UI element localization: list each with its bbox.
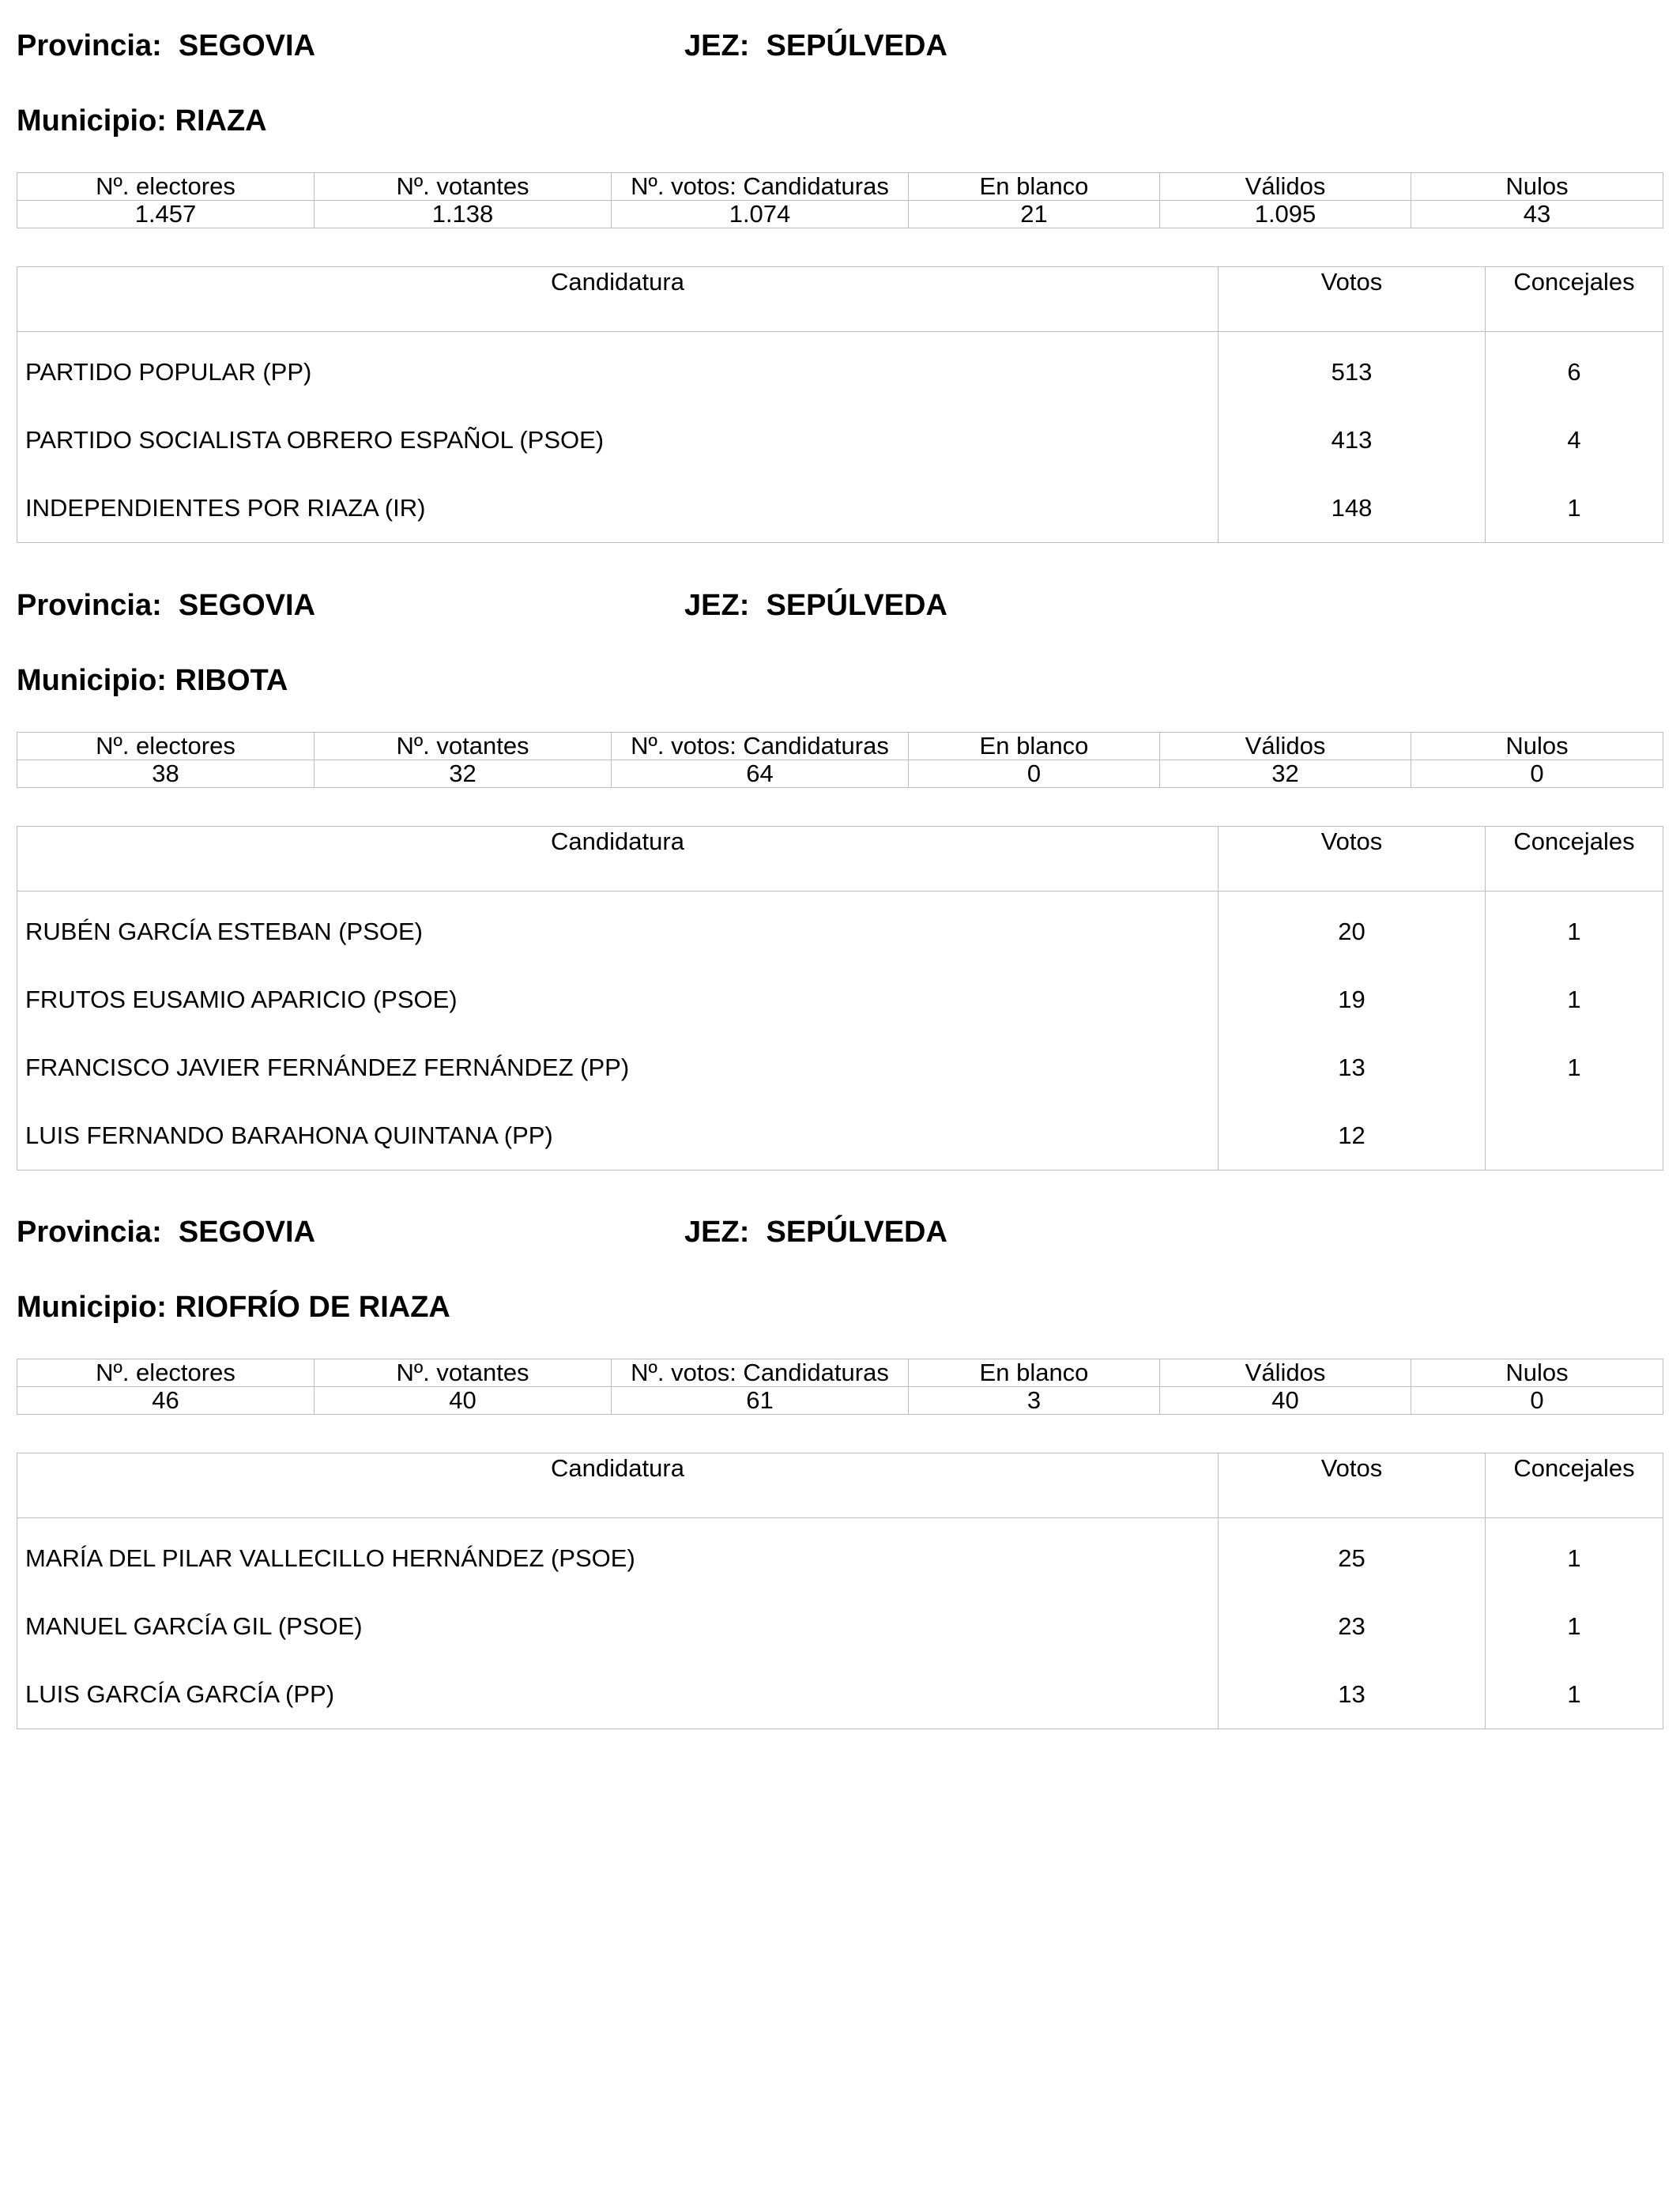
provincia-heading	[17, 22, 315, 70]
candidatura-name: LUIS FERNANDO BARAHONA QUINTANA (PP)	[17, 1102, 1219, 1171]
municipio-heading	[17, 97, 267, 145]
votos-value: 23	[1219, 1593, 1486, 1661]
summary-header-cell: En blanco	[909, 1359, 1160, 1387]
votos-value: 13	[1219, 1661, 1486, 1729]
jez-label: JEZ:	[684, 29, 750, 62]
municipio-line	[17, 1284, 1663, 1331]
municipio-heading	[17, 1284, 450, 1331]
summary-value-cell: 3	[909, 1387, 1160, 1415]
table-row	[17, 406, 1663, 474]
municipio-section-riofrio-de-riaza	[17, 1208, 1663, 1729]
summary-value-cell: 38	[17, 760, 315, 788]
summary-header-cell: Válidos	[1160, 1359, 1411, 1387]
candidatura-name: PARTIDO POPULAR (PP)	[17, 332, 1219, 407]
summary-header-cell: Nº. votantes	[315, 1359, 612, 1387]
municipio-heading	[17, 657, 288, 704]
candidatura-header: Candidatura	[17, 1453, 1219, 1518]
results-header-row	[17, 827, 1663, 892]
concejales-value: 1	[1486, 474, 1663, 543]
summary-value-cell: 1.457	[17, 201, 315, 228]
concejales-value: 1	[1486, 1518, 1663, 1593]
section-header	[17, 22, 1663, 70]
jez-value: SEPÚLVEDA	[766, 1216, 947, 1249]
summary-header-row	[17, 1359, 1663, 1387]
votos-value: 12	[1219, 1102, 1486, 1171]
section-header	[17, 1208, 1663, 1256]
votos-header: Votos	[1219, 827, 1486, 892]
votos-header: Votos	[1219, 1453, 1486, 1518]
provincia-value: SEGOVIA	[178, 1216, 316, 1249]
jez-heading	[684, 1208, 947, 1256]
summary-value-cell: 1.138	[315, 201, 612, 228]
municipio-value: RIOFRÍO DE RIAZA	[175, 1291, 450, 1324]
candidatura-name: FRANCISCO JAVIER FERNÁNDEZ FERNÁNDEZ (PP)	[17, 1034, 1219, 1102]
summary-header-cell: Nº. votos: Candidaturas	[612, 1359, 909, 1387]
jez-label: JEZ:	[684, 1216, 750, 1249]
summary-header-cell: Válidos	[1160, 173, 1411, 201]
table-row	[17, 1518, 1663, 1593]
concejales-header: Concejales	[1486, 1453, 1663, 1518]
summary-header-cell: Nº. electores	[17, 1359, 315, 1387]
municipio-section-ribota	[17, 582, 1663, 1171]
summary-value-cell: 1.095	[1160, 201, 1411, 228]
summary-header-cell: En blanco	[909, 173, 1160, 201]
summary-header-cell: Nº. votos: Candidaturas	[612, 173, 909, 201]
provincia-heading	[17, 1208, 315, 1256]
concejales-value	[1486, 1102, 1663, 1171]
provincia-value: SEGOVIA	[178, 29, 316, 62]
provincia-value: SEGOVIA	[178, 589, 316, 622]
votos-value: 513	[1219, 332, 1486, 407]
votos-header: Votos	[1219, 267, 1486, 332]
concejales-value: 1	[1486, 1661, 1663, 1729]
votos-value: 20	[1219, 892, 1486, 967]
provincia-heading	[17, 582, 315, 629]
table-row	[17, 1593, 1663, 1661]
summary-header-cell: Nº. votantes	[315, 173, 612, 201]
jez-label: JEZ:	[684, 589, 750, 622]
municipio-value: RIAZA	[175, 104, 267, 138]
table-row	[17, 332, 1663, 407]
provincia-label: Provincia:	[17, 1216, 162, 1249]
summary-value-cell: 21	[909, 201, 1160, 228]
concejales-value: 1	[1486, 966, 1663, 1034]
municipio-value: RIBOTA	[175, 664, 288, 697]
table-row	[17, 1034, 1663, 1102]
section-header	[17, 582, 1663, 629]
candidatura-header: Candidatura	[17, 827, 1219, 892]
concejales-header: Concejales	[1486, 827, 1663, 892]
results-header-row	[17, 267, 1663, 332]
results-table	[17, 826, 1663, 1171]
table-row	[17, 966, 1663, 1034]
municipio-label: Municipio:	[17, 104, 167, 138]
summary-table	[17, 172, 1663, 228]
summary-value-cell: 64	[612, 760, 909, 788]
summary-header-cell: En blanco	[909, 733, 1160, 760]
concejales-value: 6	[1486, 332, 1663, 407]
summary-header-cell: Nº. electores	[17, 173, 315, 201]
summary-value-cell: 61	[612, 1387, 909, 1415]
results-table	[17, 1453, 1663, 1729]
summary-value-cell: 0	[909, 760, 1160, 788]
municipio-section-riaza	[17, 22, 1663, 543]
concejales-value: 4	[1486, 406, 1663, 474]
concejales-value: 1	[1486, 1593, 1663, 1661]
municipio-line	[17, 657, 1663, 704]
candidatura-name: RUBÉN GARCÍA ESTEBAN (PSOE)	[17, 892, 1219, 967]
summary-header-row	[17, 173, 1663, 201]
summary-header-cell: Nº. electores	[17, 733, 315, 760]
table-row	[17, 892, 1663, 967]
candidatura-header: Candidatura	[17, 267, 1219, 332]
jez-heading	[684, 582, 947, 629]
summary-value-cell: 40	[1160, 1387, 1411, 1415]
summary-value-row	[17, 760, 1663, 788]
summary-value-cell: 46	[17, 1387, 315, 1415]
candidatura-name: MARÍA DEL PILAR VALLECILLO HERNÁNDEZ (PSOE)	[17, 1518, 1219, 1593]
votos-value: 25	[1219, 1518, 1486, 1593]
summary-header-cell: Nulos	[1411, 733, 1663, 760]
candidatura-name: FRUTOS EUSAMIO APARICIO (PSOE)	[17, 966, 1219, 1034]
summary-table	[17, 1359, 1663, 1415]
summary-header-cell: Nulos	[1411, 173, 1663, 201]
summary-header-cell: Nº. votantes	[315, 733, 612, 760]
municipio-label: Municipio:	[17, 664, 167, 697]
summary-header-cell: Nulos	[1411, 1359, 1663, 1387]
votos-value: 148	[1219, 474, 1486, 543]
summary-value-row	[17, 201, 1663, 228]
table-row	[17, 1102, 1663, 1171]
municipio-label: Municipio:	[17, 1291, 167, 1324]
summary-header-cell: Válidos	[1160, 733, 1411, 760]
candidatura-name: PARTIDO SOCIALISTA OBRERO ESPAÑOL (PSOE)	[17, 406, 1219, 474]
votos-value: 413	[1219, 406, 1486, 474]
jez-heading	[684, 22, 947, 70]
jez-value: SEPÚLVEDA	[766, 29, 947, 62]
table-row	[17, 1661, 1663, 1729]
provincia-label: Provincia:	[17, 589, 162, 622]
candidatura-name: LUIS GARCÍA GARCÍA (PP)	[17, 1661, 1219, 1729]
summary-value-cell: 43	[1411, 201, 1663, 228]
results-header-row	[17, 1453, 1663, 1518]
provincia-label: Provincia:	[17, 29, 162, 62]
jez-value: SEPÚLVEDA	[766, 589, 947, 622]
summary-value-cell: 32	[1160, 760, 1411, 788]
concejales-value: 1	[1486, 1034, 1663, 1102]
votos-value: 13	[1219, 1034, 1486, 1102]
table-row	[17, 474, 1663, 543]
results-table	[17, 266, 1663, 543]
summary-table	[17, 732, 1663, 788]
candidatura-name: MANUEL GARCÍA GIL (PSOE)	[17, 1593, 1219, 1661]
summary-value-row	[17, 1387, 1663, 1415]
candidatura-name: INDEPENDIENTES POR RIAZA (IR)	[17, 474, 1219, 543]
concejales-value: 1	[1486, 892, 1663, 967]
summary-header-row	[17, 733, 1663, 760]
summary-value-cell: 0	[1411, 1387, 1663, 1415]
municipio-line	[17, 97, 1663, 145]
summary-value-cell: 0	[1411, 760, 1663, 788]
votos-value: 19	[1219, 966, 1486, 1034]
summary-header-cell: Nº. votos: Candidaturas	[612, 733, 909, 760]
summary-value-cell: 1.074	[612, 201, 909, 228]
summary-value-cell: 40	[315, 1387, 612, 1415]
summary-value-cell: 32	[315, 760, 612, 788]
concejales-header: Concejales	[1486, 267, 1663, 332]
